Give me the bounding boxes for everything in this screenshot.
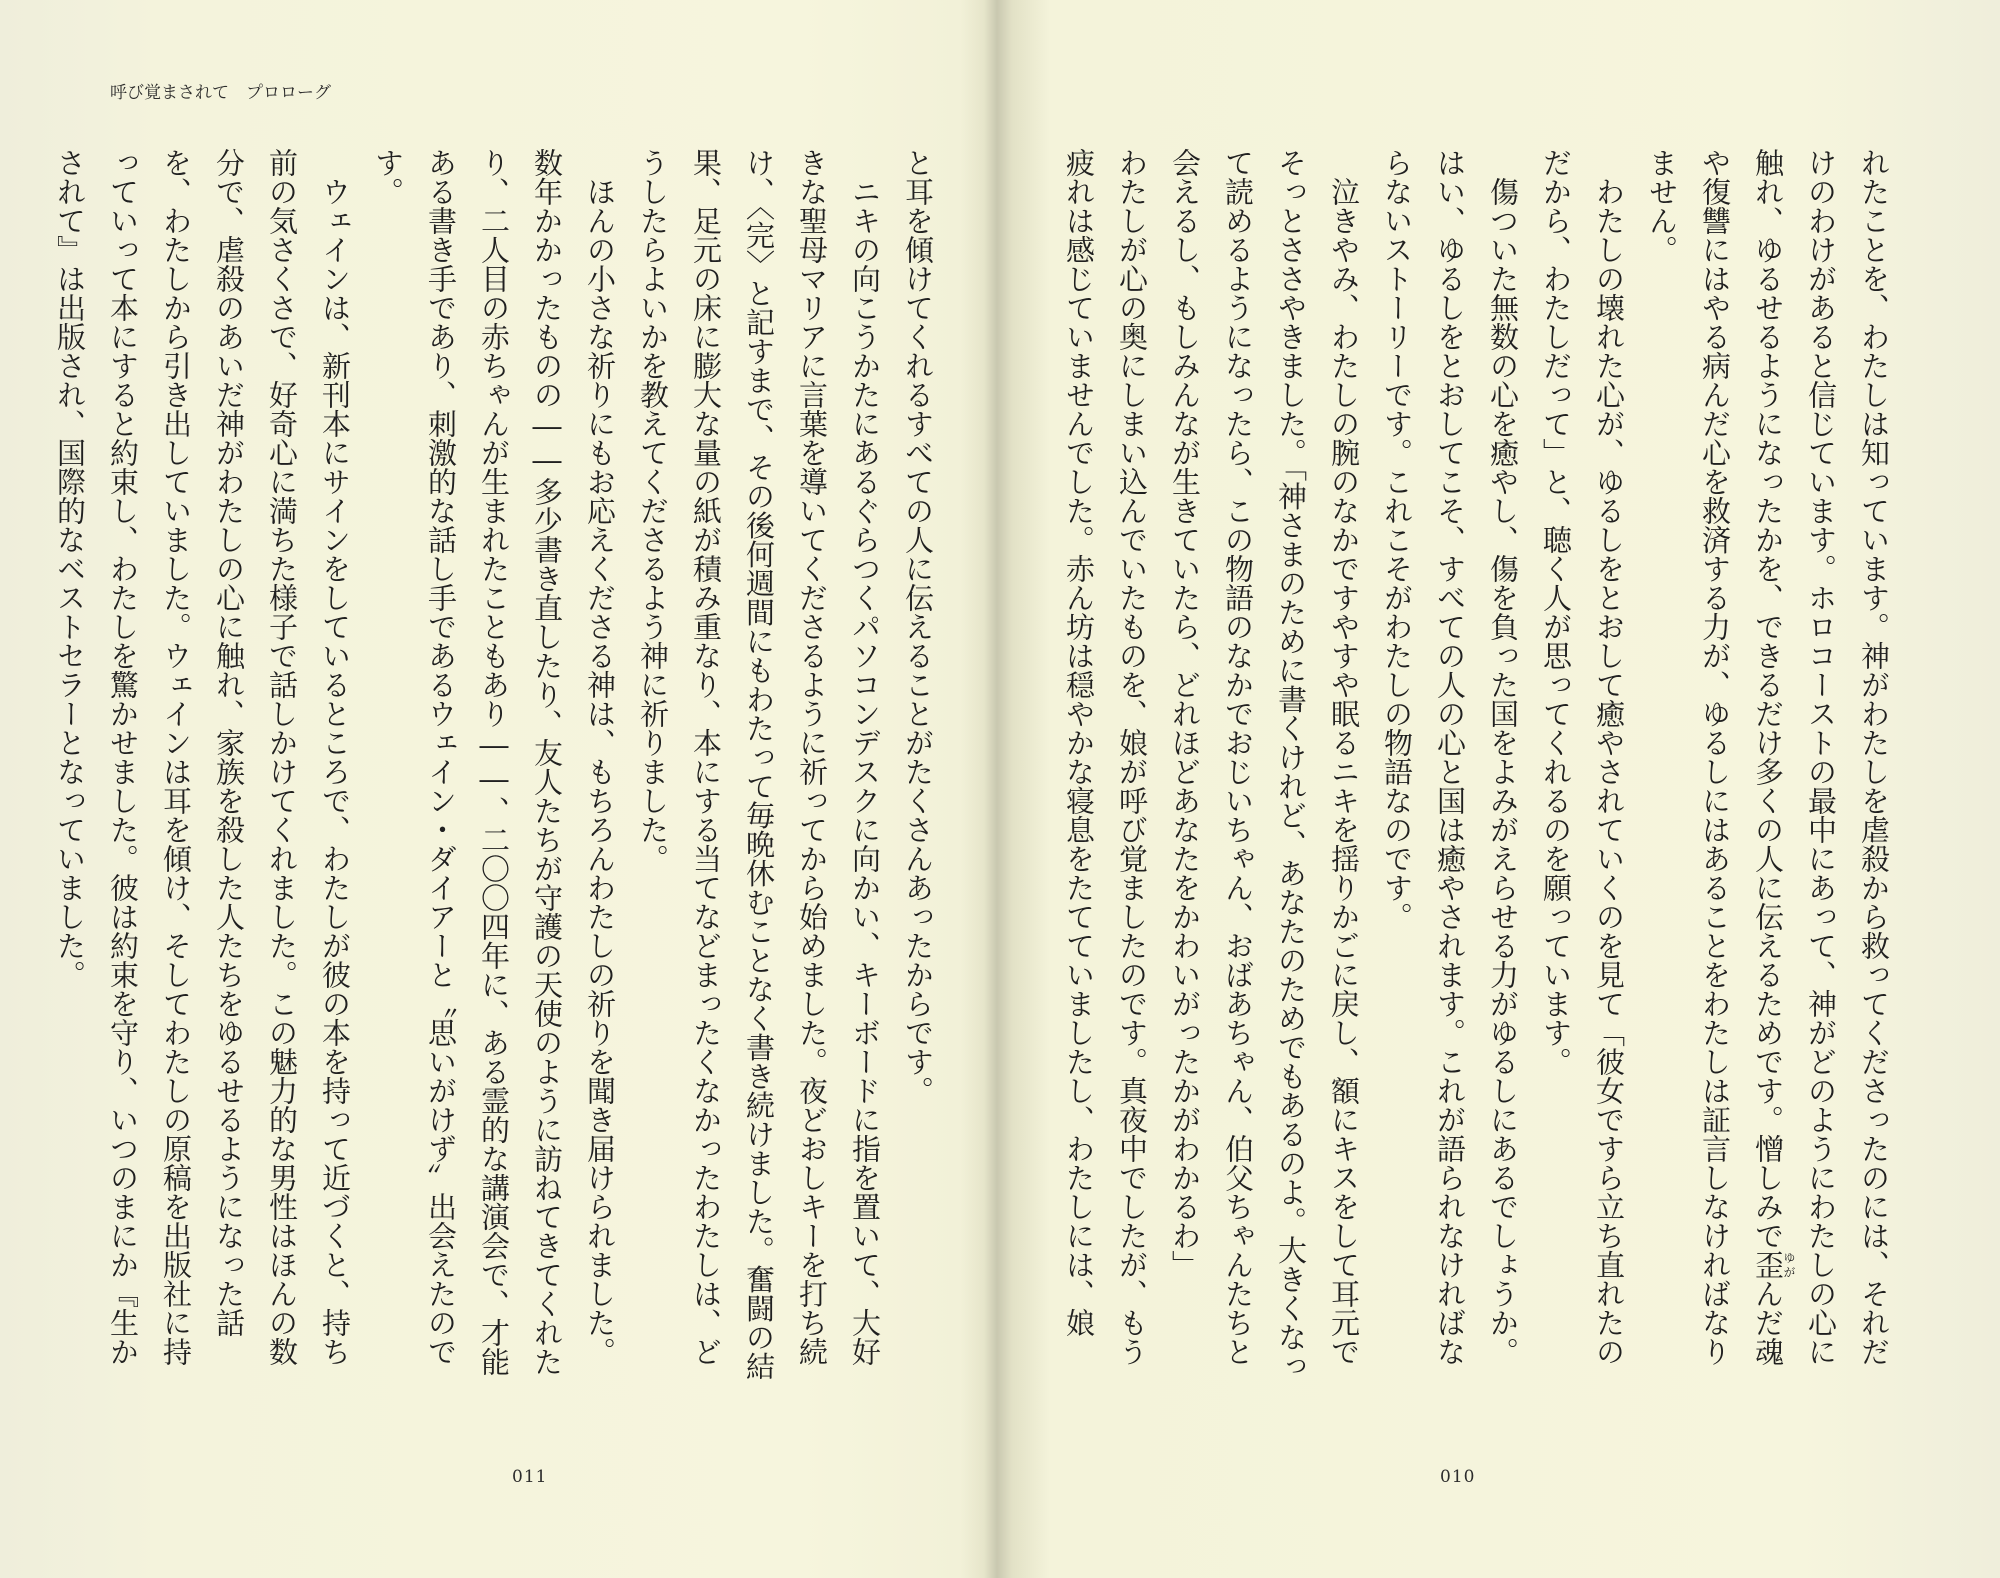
right-paragraph-2: わたしの壊れた心が、ゆるしをとおして癒やされていくのを見て「彼女ですら立ち直れたのだから、わたしだって」と、聴く人が思ってくれるのを願っています。 bbox=[1539, 148, 1626, 1366]
left-page-body bbox=[53, 148, 944, 1388]
running-head: 呼び覚まされて プロローグ bbox=[110, 83, 331, 103]
left-paragraph-1: と耳を傾けてくれるすべての人に伝えることがたくさんあったからです。 bbox=[901, 148, 935, 1105]
right-paragraph-3: 傷ついた無数の心を癒やし、傷を負った国をよみがえらせる力がゆるしにあるでしょうか。はい、ゆるしをとおしてこそ、すべての人の心と国は癒やされます。これが語られなければならないストーリーです。これこそがわたしの物語なのです。 bbox=[1380, 148, 1520, 1366]
page-number-left: 011 bbox=[512, 1467, 548, 1487]
right-page-body bbox=[1060, 148, 1900, 1388]
left-paragraph-3: ほんの小さな祈りにもお応えくださる神は、もちろんわたしの祈りを聞き届けられました。数年かかったものの――多少書き直したり、友人たちが守護の天使のように訪ねてきてくれたり、二人目の赤ちゃんが生まれたこともあり――、二〇〇四年に、ある霊的な講演会で、才能ある書き手であり、刺激的な話し手であるウェイン・ダイアーと〝思いがけず〟出会えたのです。 bbox=[371, 148, 617, 1376]
right-page bbox=[1000, 0, 2000, 1578]
right-paragraph-1: れたことを、わたしは知っています。神がわたしを虐殺から救ってくださったのには、それだけのわけがあると信じています。ホロコーストの最中にあって、神がどのようにわたしの心に触れ、ゆるせるようになったかを、できるだけ多くの人に伝えるためです。憎しみで歪ゆがんだ魂や復讐にはやる病んだ心を救済する力が、ゆるしにはあることをわたしは証言しなければなりません。 bbox=[1645, 148, 1891, 1366]
right-paragraph-5: わたしが心の奥にしまい込んでいたものを、娘が呼び覚ましたのです。真夜中でしたが、もう疲れは感じていませんでした。赤ん坊は穏やかな寝息をたてていましたし、わたしには、娘 bbox=[1062, 148, 1149, 1366]
page-number-right: 010 bbox=[1440, 1467, 1476, 1487]
right-paragraph-4: 泣きやみ、わたしの腕のなかですやすや眠るニキを揺りかごに戻し、額にキスをして耳元でそっとささやきました。「神さまのために書くけれど、あなたのためでもあるのよ。大きくなって読めるようになったら、この物語のなかでおじいちゃん、おばあちゃん、伯父ちゃんたちと会えるし、もしみんなが生きていたら、どれほどあなたをかわいがったかがわかるわ」 bbox=[1168, 148, 1361, 1381]
ruby-text: ゆが bbox=[1782, 1250, 1796, 1279]
ruby-reading: 歪ゆが bbox=[1751, 1250, 1796, 1279]
left-paragraph-2: ニキの向こうかたにあるぐらつくパソコンデスクに向かい、キーボードに指を置いて、大好きな聖母マリアに言葉を導いてくださるように祈ってから始めました。夜どおしキーを打ち続け、〈完〉と記すまで、その後何週間にもわたって毎晩休むことなく書き続けました。奮闘の結果、足元の床に膨大な量の紙が積み重なり、本にする当てなどまったくなかったわたしは、どうしたらよいかを教えてくださるよう神に祈りました。 bbox=[636, 148, 882, 1381]
left-paragraph-4: ウェインは、新刊本にサインをしているところで、わたしが彼の本を持って近づくと、持ち前の気さくさで、好奇心に満ちた様子で話しかけてくれました。この魅力的な男性はほんの数分で、虐殺のあいだ神がわたしの心に触れ、家族を殺した人たちをゆるせるようになった話を、わたしから引き出していました。ウェインは耳を傾け、そしてわたしの原稿を出版社に持っていって本にすると約束し、わたしを驚かせました。彼は約束を守り、いつのまにか『生かされて』は出版され、国際的なベストセラーとなっていました。 bbox=[53, 148, 352, 1366]
